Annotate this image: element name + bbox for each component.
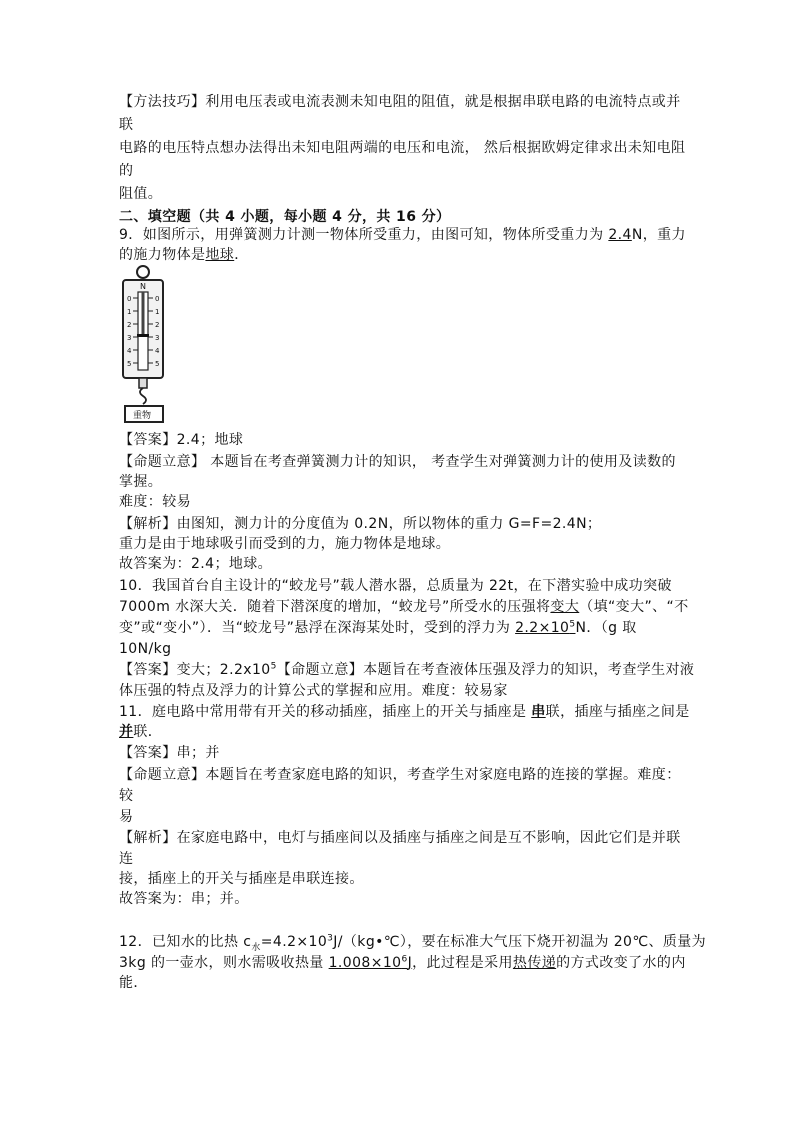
q11-intent-line-3: 易 — [119, 809, 134, 825]
q10-line-2 — [119, 597, 689, 617]
q9-analysis-line-1: 【解析】由图知，测力计的分度值为 0.2N，所以物体的重力 G=F=2.4N； — [119, 516, 602, 532]
q9-answer: 【答案】2.4；地球 — [119, 432, 244, 448]
q9-intent-line-1: 【命题立意】 本题旨在考查弹簧测力计的知识， 考查学生对弹簧测力计的使用及读数的 — [119, 454, 676, 470]
method-tip-line-3: 电路的电压特点想办法得出未知电阻两端的电压和电流， 然后根据欧姆定律求出未知电阻 — [119, 140, 686, 156]
right-tick-label: 2 — [155, 321, 160, 329]
right-tick-label: 5 — [155, 360, 160, 368]
q10-line-1: 10．我国首台自主设计的“蛟龙号”载人潜水器，总质量为 22t，在下潜实验中成功突破 — [119, 578, 672, 594]
q9-analysis-line-2: 重力是由于地球吸引而受到的力，施力物体是地球。 — [119, 536, 451, 552]
q9-intent-line-2: 掌握。 — [119, 474, 163, 490]
q9-text-d: ． — [234, 247, 249, 263]
q12-line-1 — [119, 932, 706, 952]
q10-text-d: N．（g 取 — [575, 620, 637, 636]
q10-text-c: 变”或“变小”）．当“蛟龙号”悬浮在深海某处时，受到的浮力为 — [119, 620, 516, 636]
q12-line-3: 能． — [119, 975, 148, 991]
left-tick-label: 5 — [127, 360, 132, 368]
q11-final-answer: 故答案为：串；并。 — [119, 891, 249, 907]
q10-blank-buoyancy-exp: 5 — [569, 619, 576, 630]
right-tick-label: 3 — [155, 334, 160, 342]
left-tick-label: 2 — [127, 321, 132, 329]
q10-line-3 — [119, 618, 637, 638]
q9-difficulty: 难度：较易 — [119, 494, 191, 510]
scale-hook — [140, 388, 146, 404]
scale-unit-label: N — [140, 282, 146, 291]
method-tip-line-2: 联 — [119, 117, 134, 133]
method-tip-line-5: 阻值。 — [119, 186, 163, 202]
q12-text-a: 12．已知水的比热 c — [119, 934, 252, 950]
q10-blank-buoyancy — [515, 620, 575, 636]
spring-scale-figure — [119, 264, 171, 428]
q12-blank-heat-exp: 6 — [401, 954, 408, 965]
q9-question-line-1 — [119, 225, 686, 245]
q12-text-c: J/（kg•℃），要在标准大气压下烧开初温为 20℃、质量为 — [333, 934, 707, 950]
q11-blank-1: 串 — [531, 704, 546, 720]
spring-scale-illustration — [119, 264, 171, 428]
q12-text-e: ，此过程是采用 — [412, 955, 513, 971]
q9-text-c: 的施力物体是 — [119, 247, 206, 263]
q12-blank-heat — [329, 955, 413, 971]
q9-text-a: 9．如图所示，用弹簧测力计测一物体所受重力，由图可知，物体所受重力为 — [119, 227, 609, 243]
q12-blank-heat-base: 1.008×10 — [328, 955, 402, 971]
left-tick-label: 3 — [127, 334, 132, 342]
q11-text-a: 11．庭电路中常用带有开关的移动插座，插座上的开关与插座是 — [119, 704, 532, 720]
q11-text-b: 联，插座与插座之间是 — [545, 704, 690, 720]
q11-intent-line-1: 【命题立意】本题旨在考查家庭电路的知识，考查学生对家庭电路的连接的掌握。难度： — [119, 767, 681, 783]
q12-text-d: 3kg 的一壶水，则水需吸收热量 — [119, 955, 329, 971]
scale-ring — [137, 266, 149, 278]
scale-stem — [139, 378, 147, 388]
q11-analysis-line-1: 【解析】在家庭电路中，电灯与插座间以及插座与插座之间是互不影响，因此它们是并联 — [119, 830, 681, 846]
q11-analysis-line-3: 接，插座上的开关与插座是串联连接。 — [119, 871, 364, 887]
q12-sub-water: 水 — [251, 942, 261, 953]
scale-pointer — [137, 334, 149, 337]
q12-blank-heat-unit: J — [407, 955, 413, 971]
left-tick-label: 0 — [127, 295, 132, 303]
q10-answer-b: 【命题立意】本题旨在考查液体压强及浮力的知识，考查学生对液 — [276, 662, 695, 678]
right-tick-label: 1 — [155, 308, 160, 316]
q12-text-f: 的方式改变了水的内 — [556, 955, 686, 971]
q10-line-6: 体压强的特点及浮力的计算公式的掌握和应用。难度：较易家 — [119, 683, 508, 699]
q12-blank-method: 热传递 — [512, 955, 557, 971]
q11-analysis-line-2: 连 — [119, 851, 134, 867]
weight-label: 重物 — [133, 411, 152, 421]
q9-text-b: N，重力 — [631, 227, 686, 243]
q12-text-b: =4.2×10 — [260, 934, 328, 950]
q9-question-line-2 — [119, 245, 249, 265]
right-tick-label: 0 — [155, 295, 160, 303]
q10-line-4: 10N/kg — [119, 641, 172, 657]
left-tick-label: 1 — [127, 308, 132, 316]
q10-blank-pressure: 变大 — [550, 599, 580, 615]
q10-text-a: 7000m 水深大关．随着下潜深度的增加，“蛟龙号”所受水的压强将 — [119, 599, 551, 615]
q10-line-5 — [119, 660, 694, 680]
q10-blank-buoyancy-base: 2.2×10 — [515, 620, 570, 636]
q11-line-1 — [119, 702, 690, 722]
q11-intent-line-2: 较 — [119, 788, 134, 804]
q9-blank-force-source: 地球 — [205, 247, 235, 263]
q10-answer-exp: 5 — [270, 661, 277, 672]
q11-answer: 【答案】串；并 — [119, 745, 220, 761]
q10-answer-a: 【答案】变大；2.2x10 — [119, 662, 271, 678]
q9-blank-weight: 2.4 — [608, 227, 632, 243]
left-tick-label: 4 — [127, 347, 132, 355]
q12-sup-3: 3 — [327, 933, 334, 944]
q12-line-2 — [119, 953, 686, 973]
q10-text-b: （填“变大”、“不 — [579, 599, 689, 615]
right-tick-label: 4 — [155, 347, 160, 355]
method-tip-line-4: 的 — [119, 163, 134, 179]
section-title: 二、填空题（共 4 小题，每小题 4 分，共 16 分） — [119, 209, 451, 225]
q9-final-answer: 故答案为：2.4；地球。 — [119, 556, 273, 572]
q11-text-c: 联． — [133, 724, 163, 740]
q11-line-2 — [119, 722, 162, 742]
method-tip-line-1: 【方法技巧】利用电压表或电流表测未知电阻的阻值，就是根据串联电路的电流特点或并 — [119, 94, 681, 110]
q11-blank-2: 并 — [119, 724, 134, 740]
